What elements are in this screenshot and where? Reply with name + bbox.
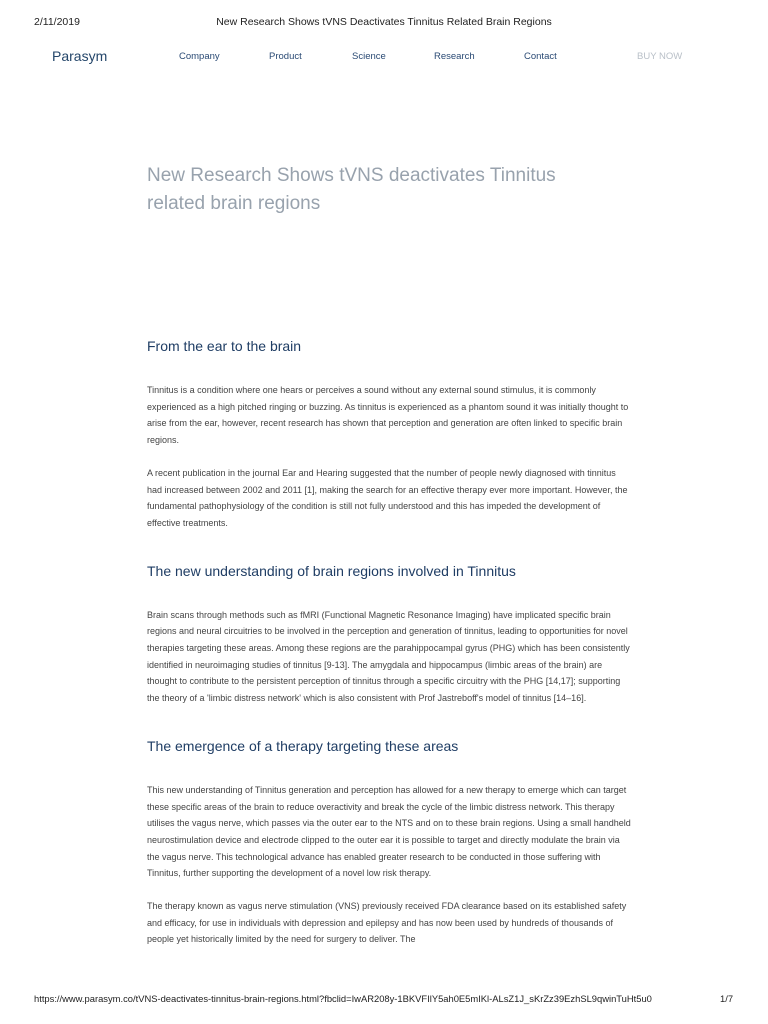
section-heading-ear-to-brain: From the ear to the brain — [147, 338, 302, 354]
print-url: https://www.parasym.co/tVNS-deactivates-tinnitus-brain-regions.html?fbclid=IwAR208y-1BKVFIlY5ah0E5mIKl-ALsZ1J_sKrZz39EzhSL9qwinTuHt5u0 — [34, 993, 652, 1004]
paragraph: Brain scans through methods such as fMRI (Functional Magnetic Resonance Imaging) have implicated specific brain regions and neural circuitries to be involved in the perception and generation of tinnitus, leading to opportunities for novel therapies targeting these areas. Among these regions are the parahippocampal gyrus (PHG) which has been consistently identified in neuroimaging studies of tinnitus [9-13]. The amygdala and hippocampus (limbic areas of the brain) are thought to contribute to the persistent perception of tinnitus through a specific circuitry with the PHG [14,17]; supporting the theory of a 'limbic distress network' which is also consistent with Prof Jastreboff's model of tinnitus [14–16]. — [147, 609, 630, 704]
paragraph: This new understanding of Tinnitus generation and perception has allowed for a new therapy to emerge which can target these specific areas of the brain to reduce overactivity and break the cycle of the limbic distress network. This therapy utilises the vagus nerve, which passes via the outer ear to the NTS and on to these brain regions. Using a small handheld neurostimulation device and electrode clipped to the outer ear it is possible to target and directly modulate the brain via the vagus nerve. This technological advance has enabled greater research to be conducted in those suffering with Tinnitus, further supporting the development of a novel low risk therapy. — [147, 784, 631, 879]
logo-link[interactable]: Parasym — [52, 48, 108, 64]
nav-item-product[interactable]: Product — [269, 51, 302, 62]
section-heading-therapy: The emergence of a therapy targeting these areas — [147, 737, 459, 754]
nav-item-science[interactable]: Science — [352, 51, 386, 62]
section-heading-brain-regions: The new understanding of brain regions involved in Tinnitus — [147, 562, 516, 579]
nav-item-company[interactable]: Company — [179, 51, 220, 62]
print-header — [0, 16, 768, 32]
print-footer — [0, 993, 768, 1007]
navbar — [0, 46, 768, 70]
nav-item-contact[interactable]: Contact — [524, 51, 557, 62]
article-title: New Research Shows tVNS deactivates Tinnitus related brain regions — [147, 165, 556, 214]
print-date: 2/11/2019 — [34, 16, 80, 28]
paragraph: Tinnitus is a condition where one hears or perceives a sound without any external sound stimulus, it is commonly experienced as a high pitched ringing or buzzing. As tinnitus is experienced as a phantom sound it was initially thought to arise from the ear, however, recent research has shown that perception and generation are often linked to specific brain regions. — [147, 385, 629, 446]
nav-item-research[interactable]: Research — [434, 51, 475, 62]
page-number: 1/7 — [720, 993, 734, 1004]
article-content — [147, 337, 632, 948]
buy-now-button[interactable]: BUY NOW — [637, 51, 683, 62]
paragraph: A recent publication in the journal Ear and Hearing suggested that the number of people newly diagnosed with tinnitus had increased between 2002 and 2011 [1], making the search for an effective therapy ever more important. However, the fundamental pathophysiology of the condition is still not fully understood and this has impeded the development of effective treatments. — [147, 467, 628, 528]
print-title: New Research Shows tVNS Deactivates Tinnitus Related Brain Regions — [216, 16, 552, 28]
paragraph: The therapy known as vagus nerve stimulation (VNS) previously received FDA clearance based on its established safety and efficacy, for use in individuals with depression and epilepsy and has now been used by hundreds of thousands of people yet historically limited by the need for surgery to deliver. The — [147, 901, 627, 945]
